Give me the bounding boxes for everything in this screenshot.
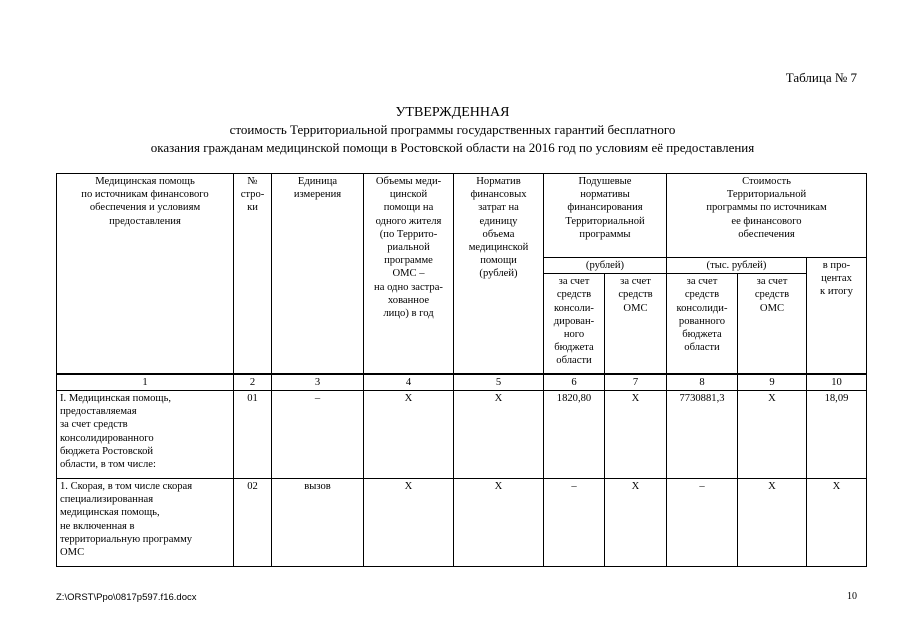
row-volume: Х [364, 390, 454, 478]
row-unit: – [272, 390, 364, 478]
row-norm: Х [454, 390, 544, 478]
approved-heading: УТВЕРЖДЕННАЯ [395, 105, 510, 120]
row-cost-budget: – [667, 478, 738, 566]
header-line-number: № стро- ки [234, 174, 272, 374]
column-number: 1 [57, 374, 234, 391]
row-volume: Х [364, 478, 454, 566]
header-per-capita-unit: (рублей) [544, 258, 667, 274]
column-numbers-row [57, 374, 867, 391]
row-per-capita-oms: Х [605, 478, 667, 566]
header-per-capita-oms: за счет средств ОМС [605, 274, 667, 374]
row-cost-oms: Х [738, 390, 807, 478]
row-per-capita-oms: Х [605, 390, 667, 478]
column-number: 3 [272, 374, 364, 391]
header-cost-unit: (тыс. рублей) [667, 258, 807, 274]
subtitle-line-2: оказания гражданам медицинской помощи в Ростовской области на 2016 год по условиям её предоставления [150, 140, 755, 155]
table-row [57, 390, 867, 478]
subtitle-line-1: стоимость Территориальной программы государственных гарантий бесплатного [229, 122, 676, 137]
cost-table [56, 173, 867, 567]
column-number: 8 [667, 374, 738, 391]
header-cost-oms: за счет средств ОМС [738, 274, 807, 374]
header-unit: Единица измерения [272, 174, 364, 374]
column-number: 5 [454, 374, 544, 391]
header-per-capita-budget: за счет средств консоли- дирован- ного бюджета области [544, 274, 605, 374]
table-number-label: Таблица № 7 [785, 70, 857, 85]
row-unit: вызов [272, 478, 364, 566]
header-percent: в про- центах к итогу [807, 258, 867, 374]
column-number: 6 [544, 374, 605, 391]
row-cost-oms: Х [738, 478, 807, 566]
row-per-capita-budget: 1820,80 [544, 390, 605, 478]
row-line-number: 01 [234, 390, 272, 478]
row-name: I. Медицинская помощь, предоставляемая за счет средств консолидированного бюджета Ростовской области, в том числе: [57, 390, 234, 478]
header-per-capita-group: Подушевые нормативы финансирования Территориальной программы [544, 174, 667, 258]
file-path: Z:\ORST\Ppo\0817p597.f16.docx [56, 592, 197, 603]
column-number: 10 [807, 374, 867, 391]
column-number: 7 [605, 374, 667, 391]
header-cost-budget: за счет средств консолиди- рованного бюджета области [667, 274, 738, 374]
row-percent: 18,09 [807, 390, 867, 478]
page-number: 10 [847, 591, 857, 602]
header-volume: Объемы меди- цинской помощи на одного жителя (по Террито- риальной программе ОМС – на одно застра- хованное лицо) в год [364, 174, 454, 374]
row-name: 1. Скорая, в том числе скорая специализированная медицинская помощь, не включенная в территориальную программу ОМС [57, 478, 234, 566]
table-row [57, 478, 867, 566]
row-line-number: 02 [234, 478, 272, 566]
header-cost-group: Стоимость Территориальной программы по источникам ее финансового обеспечения [667, 174, 867, 258]
row-cost-budget: 7730881,3 [667, 390, 738, 478]
column-number: 4 [364, 374, 454, 391]
column-number: 2 [234, 374, 272, 391]
header-cost-norm: Норматив финансовых затрат на единицу объема медицинской помощи (рублей) [454, 174, 544, 374]
row-norm: Х [454, 478, 544, 566]
column-number: 9 [738, 374, 807, 391]
header-medical-care: Медицинская помощь по источникам финансового обеспечения и условиям предоставления [57, 174, 234, 374]
row-per-capita-budget: – [544, 478, 605, 566]
row-percent: Х [807, 478, 867, 566]
